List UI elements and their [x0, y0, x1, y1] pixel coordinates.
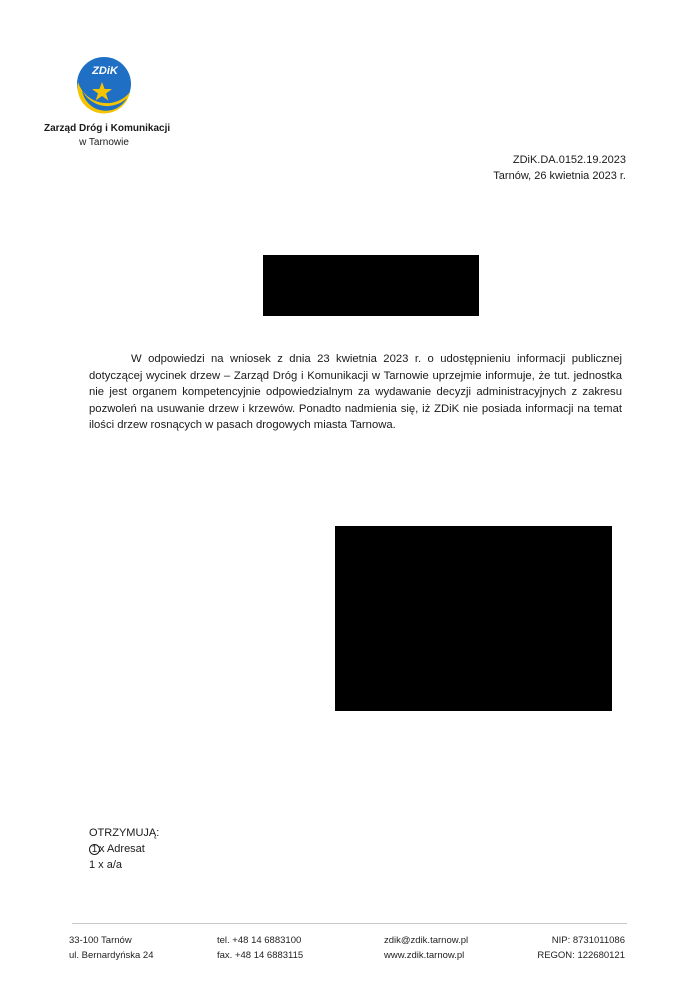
- redacted-addressee-block: [263, 255, 479, 316]
- zdik-logo-icon: [72, 52, 136, 116]
- organization-name: [44, 122, 171, 150]
- recipients-heading: OTRZYMUJĄ:: [89, 827, 160, 839]
- body-paragraph: W odpowiedzi na wniosek z dnia 23 kwietnia 2023 r. o udostępnieniu informacji publicznej dotyczącej wycinek drzew – Zarząd Dróg i Komunikacji w Tarnowie uprzejmie informuje, że tut. jednostka nie jest organem kompetencyjnie odpowiedzialnym za wydawanie decyzji administracyjnych z zakresu pozwoleń na usuwanie drzew i krzewów. Ponadto nadmienia się, iż ZDiK nie posiada informacji na temat ilości drzew rosnących w pasach drogowych miasta Tarnowa.: [89, 353, 622, 431]
- footer-divider: [72, 923, 627, 924]
- reference-block: [493, 152, 626, 184]
- footer-regon: REGON: 122680121: [537, 950, 625, 961]
- reference-number: ZDiK.DA.0152.19.2023: [512, 154, 626, 166]
- footer-address-line1: 33-100 Tarnów: [69, 935, 132, 946]
- place-date: Tarnów, 26 kwietnia 2023 r.: [493, 170, 626, 182]
- footer-phones: [217, 933, 303, 963]
- footer-www: www.zdik.tarnow.pl: [384, 950, 465, 961]
- footer-address: [69, 933, 154, 963]
- recipient-item: [89, 841, 159, 857]
- org-name-line1: Zarząd Dróg i Komunikacji: [44, 123, 171, 134]
- logo-text: ZDiK: [92, 65, 118, 77]
- footer-web: [384, 933, 468, 963]
- footer-fax: fax. +48 14 6883115: [217, 950, 304, 961]
- recipient-item: 1 x a/a: [89, 859, 123, 871]
- redacted-signature-block: [335, 526, 612, 711]
- footer-ids: [537, 933, 625, 963]
- circled-count: 1: [89, 844, 100, 855]
- letter-body: [89, 351, 622, 434]
- footer-nip: NIP: 8731011086: [551, 935, 625, 946]
- recipient-item-text: x Adresat: [99, 843, 145, 855]
- footer-email: zdik@zdik.tarnow.pl: [384, 935, 469, 946]
- org-name-line2: w Tarnowie: [79, 137, 129, 148]
- footer-address-line2: ul. Bernardyńska 24: [69, 950, 154, 961]
- footer-tel: tel. +48 14 6883100: [217, 935, 302, 946]
- recipients-list: [89, 825, 159, 873]
